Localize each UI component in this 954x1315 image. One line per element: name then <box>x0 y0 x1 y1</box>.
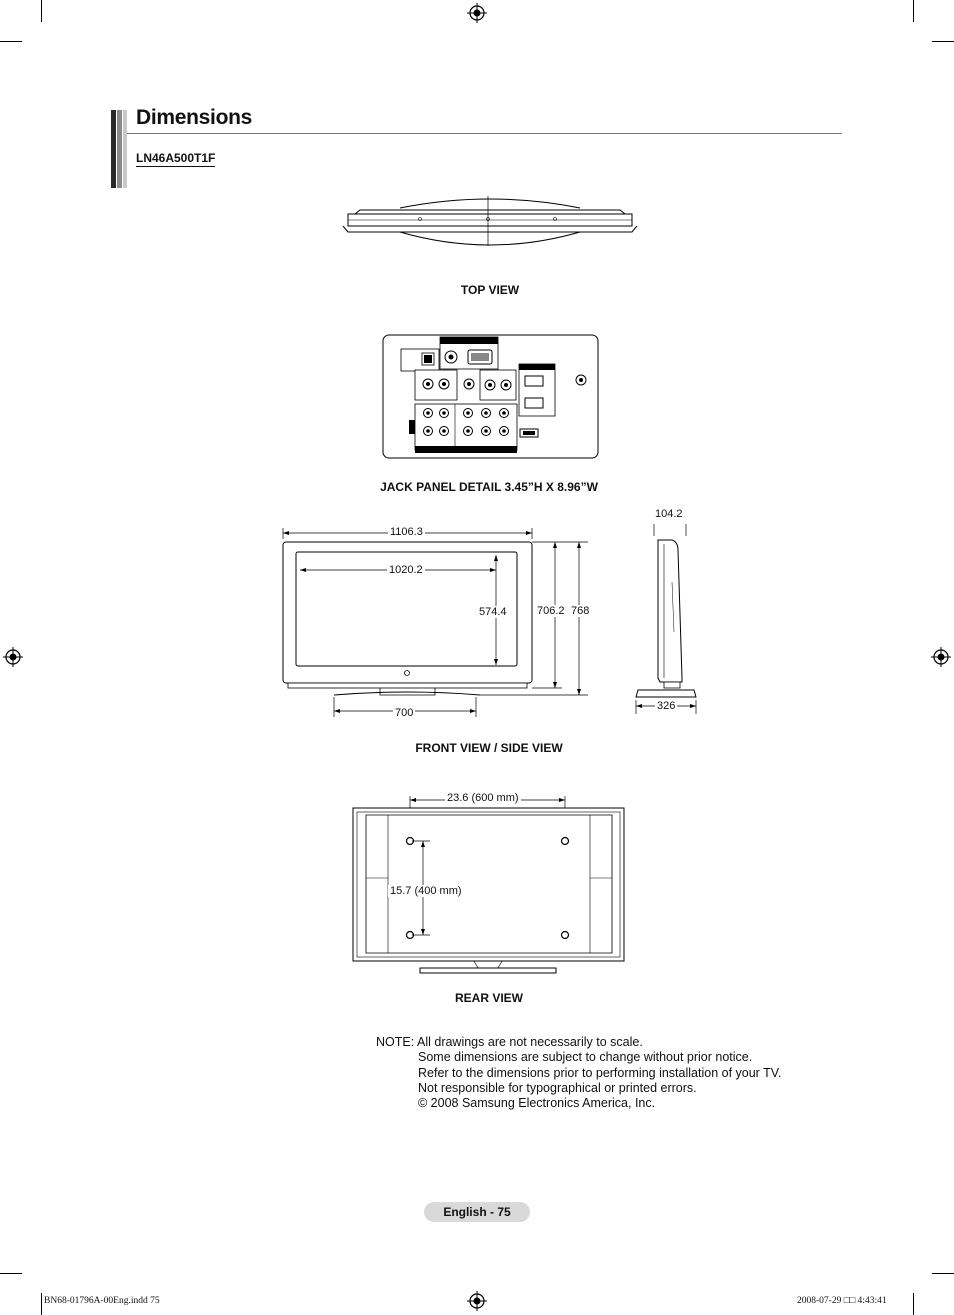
top-view-drawing <box>340 192 640 250</box>
screen-width-label: 1020.2 <box>389 564 423 576</box>
crop-mark <box>41 0 42 22</box>
crop-mark <box>932 41 954 42</box>
crop-mark <box>0 41 22 42</box>
top-view-caption: TOP VIEW <box>460 283 520 297</box>
page-title: Dimensions <box>136 106 253 129</box>
note-line: Some dimensions are subject to change without prior notice. <box>418 1050 753 1065</box>
title-divider <box>127 133 842 134</box>
page-number-badge: English - 75 <box>424 1202 530 1222</box>
footer-timestamp: 2008-07-29 □□ 4:43:41 <box>797 1296 887 1306</box>
front-side-caption: FRONT VIEW / SIDE VIEW <box>415 741 563 755</box>
rear-view-caption: REAR VIEW <box>454 991 523 1005</box>
registration-mark-icon <box>3 647 23 667</box>
vesa-vertical-label: 15.7 (400 mm) <box>390 885 462 897</box>
note-line: © 2008 Samsung Electronics America, Inc. <box>418 1096 656 1111</box>
total-height-label: 768 <box>571 605 590 617</box>
stand-depth-label: 326 <box>657 700 676 712</box>
crop-mark <box>913 0 914 22</box>
rear-view-drawing <box>350 793 628 975</box>
overall-width-label: 1106.3 <box>390 526 423 538</box>
jack-panel-caption: JACK PANEL DETAIL 3.45”H X 8.96”W <box>380 480 598 494</box>
side-view-drawing <box>630 522 702 716</box>
note-label: NOTE: <box>376 1035 415 1049</box>
screen-height-label: 574.4 <box>479 606 507 618</box>
footer-file: BN68-01796A-00Eng.indd 75 <box>44 1296 160 1306</box>
jack-panel-drawing <box>382 334 600 460</box>
registration-mark-icon <box>467 1291 487 1311</box>
section-bar <box>111 110 127 188</box>
note-line: Refer to the dimensions prior to performing installation of your TV. <box>418 1065 782 1080</box>
depth-label: 104.2 <box>655 508 683 520</box>
crop-mark <box>932 1273 954 1274</box>
model-number: LN46A500T1F <box>136 151 216 165</box>
stand-width-label: 700 <box>395 707 414 719</box>
front-view-drawing <box>280 525 600 720</box>
body-height-label: 706.2 <box>537 605 565 617</box>
note-block <box>376 1035 781 1111</box>
crop-mark <box>913 1293 914 1315</box>
registration-mark-icon <box>467 3 487 23</box>
crop-mark <box>41 1293 42 1315</box>
note-line: All drawings are not necessarily to scale. <box>417 1035 643 1049</box>
crop-mark <box>0 1273 22 1274</box>
vesa-horizontal-label: 23.6 (600 mm) <box>447 792 519 804</box>
note-line: Not responsible for typographical or printed errors. <box>418 1080 697 1095</box>
registration-mark-icon <box>931 647 951 667</box>
